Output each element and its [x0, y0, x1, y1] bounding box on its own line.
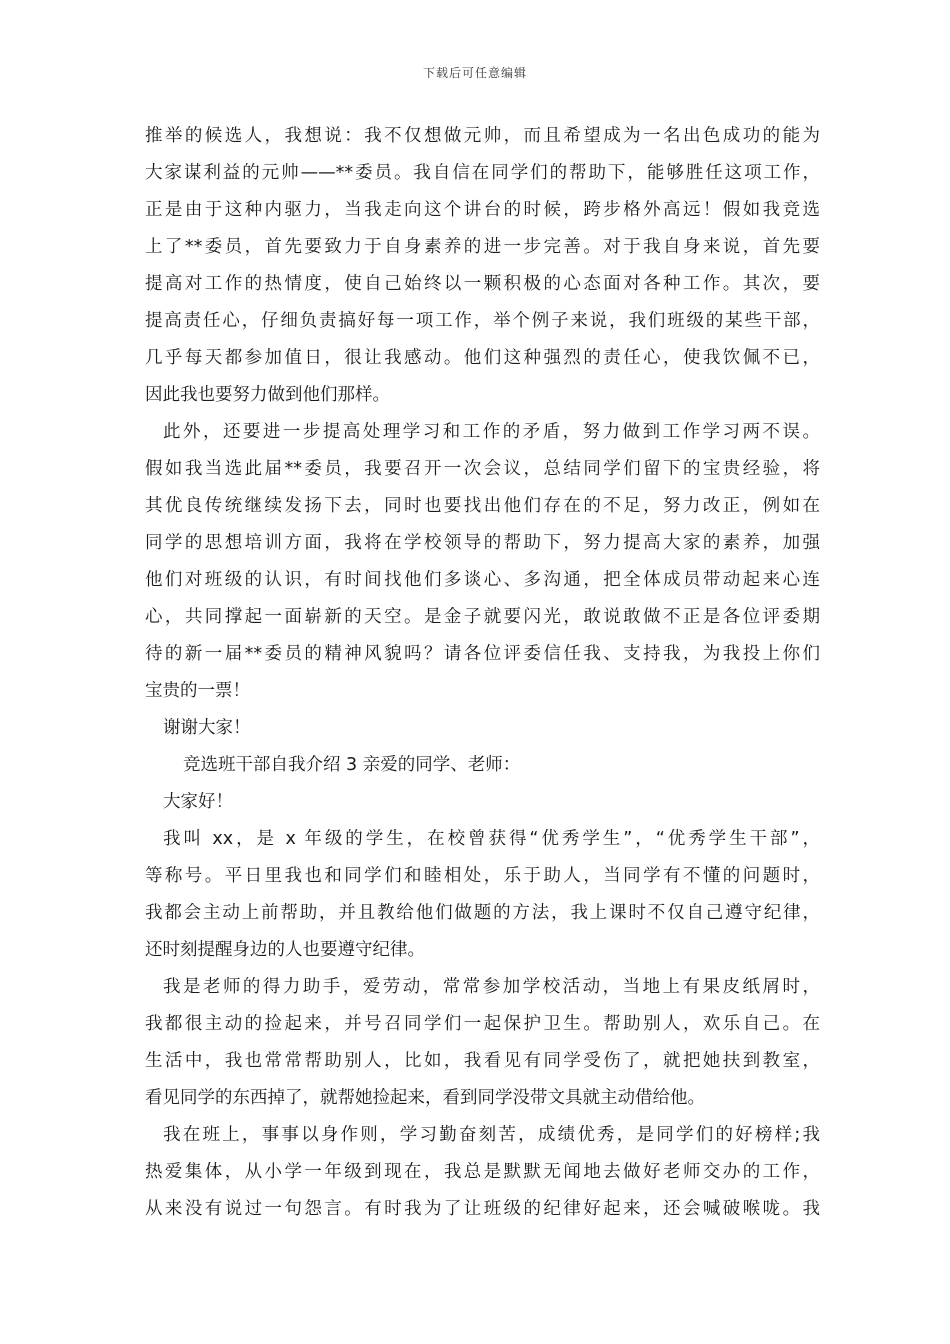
text-line: 热爱集体，从小学一年级到现在，我总是默默无闻地去做好老师交办的工作， — [145, 1162, 820, 1182]
text-line: 同学的思想培训方面，我将在学校领导的帮助下，努力提高大家的素养，加强 — [145, 533, 820, 553]
text-line: 假如我当选此届**委员，我要召开一次会议，总结同学们留下的宝贵经验，将 — [145, 459, 820, 479]
text-line: 其优良传统继续发扬下去，同时也要找出他们存在的不足，努力改正，例如在 — [145, 496, 820, 516]
text-line: 生活中，我也常常帮助别人，比如，我看见有同学受伤了，就把她扶到教室， — [145, 1051, 820, 1071]
text-line: 我是老师的得力助手，爱劳动，常常参加学校活动，当地上有果皮纸屑时， — [163, 977, 820, 997]
text-line: 我都会主动上前帮助，并且教给他们做题的方法，我上课时不仅自己遵守纪律， — [145, 903, 820, 923]
text-line: 谢谢大家！ — [163, 718, 251, 738]
text-line: 我叫 xx，是 x 年级的学生，在校曾获得“优秀学生”，“优秀学生干部”， — [163, 829, 820, 849]
text-line: 他们对班级的认识，有时间找他们多谈心、多沟通，把全体成员带动起来心连 — [145, 570, 820, 590]
text-line: 待的新一届**委员的精神风貌吗？请各位评委信任我、支持我，为我投上你们 — [145, 644, 820, 664]
text-line: 我都很主动的捡起来，并号召同学们一起保护卫生。帮助别人，欢乐自己。在 — [145, 1014, 820, 1034]
text-line: 因此我也要努力做到他们那样。 — [145, 385, 390, 405]
page-header: 下载后可任意编辑 — [422, 66, 527, 80]
text-line: 我在班上，事事以身作则，学习勤奋刻苦，成绩优秀，是同学们的好榜样;我 — [163, 1125, 820, 1145]
text-line: 提高对工作的热情度，使自己始终以一颗积极的心态面对各种工作。其次，要 — [145, 274, 820, 294]
text-line: 推举的候选人，我想说：我不仅想做元帅，而且希望成为一名出色成功的能为 — [145, 126, 820, 146]
text-line: 从来没有说过一句怨言。有时我为了让班级的纪律好起来，还会喊破喉咙。我 — [145, 1199, 820, 1219]
text-line: 看见同学的东西掉了，就帮她捡起来，看到同学没带文具就主动借给他。 — [145, 1088, 705, 1108]
text-line: 上了**委员，首先要致力于自身素养的进一步完善。对于我自身来说，首先要 — [145, 237, 820, 257]
text-line: 此外，还要进一步提高处理学习和工作的矛盾，努力做到工作学习两不误。 — [163, 422, 820, 442]
text-line: 正是由于这种内驱力，当我走向这个讲台的时候，跨步格外高远！假如我竞选 — [145, 200, 820, 220]
text-line: 提高责任心，仔细负责搞好每一项工作，举个例子来说，我们班级的某些干部， — [145, 311, 820, 331]
text-line: 大家好！ — [163, 792, 233, 812]
text-line: 几乎每天都参加值日，很让我感动。他们这种强烈的责任心，使我饮佩不已， — [145, 348, 820, 368]
text-line: 心，共同撑起一面崭新的天空。是金子就要闪光，敢说敢做不正是各位评委期 — [145, 607, 820, 627]
text-line: 还时刻提醒身边的人也要遵守纪律。 — [145, 940, 425, 960]
text-line: 大家谋利益的元帅——**委员。我自信在同学们的帮助下，能够胜任这项工作， — [145, 163, 820, 183]
text-line: 等称号。平日里我也和同学们和睦相处，乐于助人，当同学有不懂的问题时， — [145, 866, 820, 886]
text-line: 竞选班干部自我介绍 3 亲爱的同学、老师： — [183, 755, 521, 775]
text-line: 宝贵的一票！ — [145, 681, 250, 701]
